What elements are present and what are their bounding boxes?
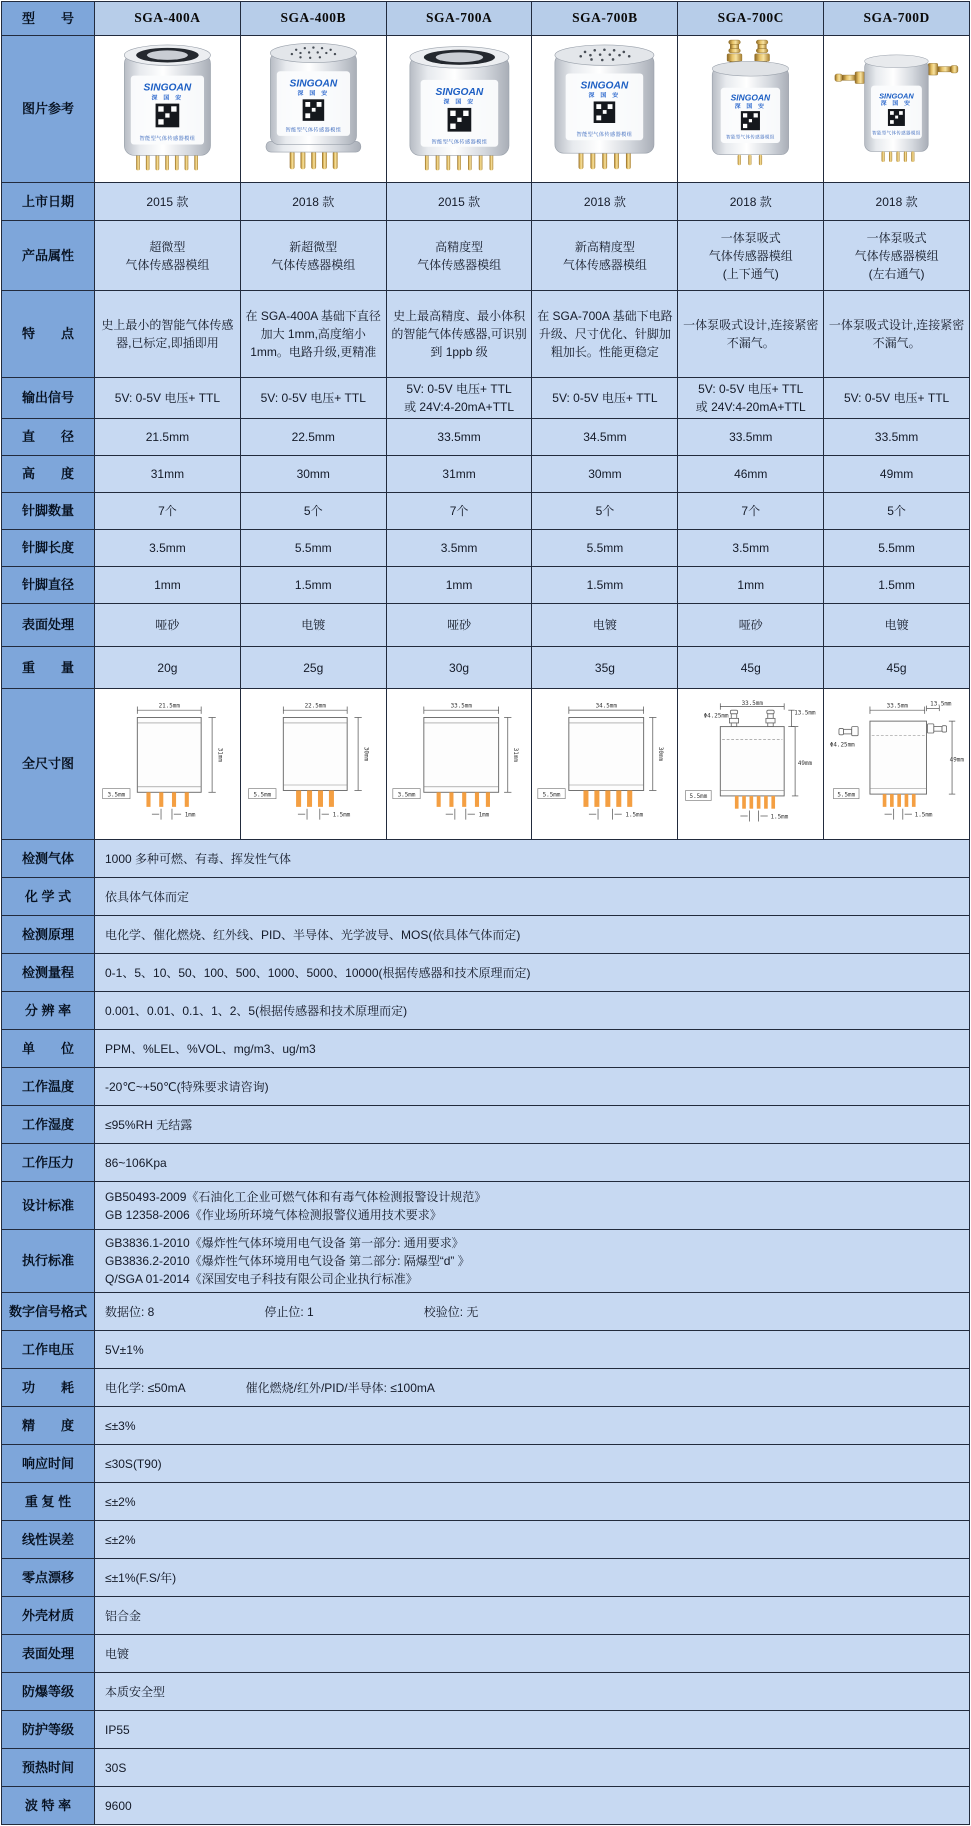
cell-attr: 一体泵吸式 气体传感器模组 (上下通气) <box>677 220 823 290</box>
cell-diameter: 33.5mm <box>823 418 969 455</box>
svg-text:33.5mm: 33.5mm <box>450 703 472 710</box>
cell-pin-count: 7个 <box>386 492 532 529</box>
cell-pin-diameter: 1mm <box>677 566 823 603</box>
svg-text:深 国 安: 深 国 安 <box>735 103 767 110</box>
product-photo-sga-400a <box>99 39 236 179</box>
cell-pin-diameter: 1.5mm <box>240 566 386 603</box>
size-diagram-sga-400b <box>245 691 382 837</box>
cell-date: 2018 款 <box>531 182 677 220</box>
svg-text:深 国 安: 深 国 安 <box>151 95 184 102</box>
row-model-header <box>2 2 969 35</box>
row-label-model: 型 号 <box>2 2 94 35</box>
svg-text:1mm: 1mm <box>184 812 196 819</box>
row-label-execution-standard: 执行标准 <box>2 1229 94 1292</box>
row-label-resolution: 分 辨 率 <box>2 991 94 1029</box>
value-detection-principle: 电化学、催化燃烧、红外线、PID、半导体、光学波导、MOS(依具体气体而定) <box>94 915 969 953</box>
svg-text:34.5mm: 34.5mm <box>596 703 618 710</box>
row-linearity-error <box>2 1520 969 1558</box>
cell-height: 31mm <box>94 455 240 492</box>
svg-text:深 国 安: 深 国 安 <box>589 93 621 100</box>
row-size-diagrams <box>2 688 969 839</box>
value-execution-standard: GB3836.1-2010《爆炸性气体环境用电气设备 第一部分: 通用要求》 GB3836.2-2010《爆炸性气体环境用电气设备 第二部分: 隔爆型“d” 》 Q/SGA 01-2014《深国安电子科技有限公司企业执行标准》 <box>94 1229 969 1292</box>
row-weight <box>2 646 969 688</box>
row-label-detection-range: 检测量程 <box>2 953 94 991</box>
cell-pin-length: 5.5mm <box>240 529 386 566</box>
svg-text:SINGOAN: SINGOAN <box>581 80 629 92</box>
cell-pin-length: 3.5mm <box>677 529 823 566</box>
power-electrochemical: 电化学: ≤50mA <box>105 1380 186 1395</box>
cell-diameter: 22.5mm <box>240 418 386 455</box>
row-label-design-standard: 设计标准 <box>2 1181 94 1229</box>
svg-text:深 国 安: 深 国 安 <box>880 100 913 107</box>
row-label-zero-drift: 零点漂移 <box>2 1558 94 1596</box>
row-repeatability <box>2 1482 969 1520</box>
cell-pin-diameter: 1.5mm <box>823 566 969 603</box>
product-photo-sga-700b <box>536 39 673 179</box>
row-pin-length <box>2 529 969 566</box>
cell-weight: 35g <box>531 646 677 688</box>
svg-text:31mm: 31mm <box>511 747 518 762</box>
row-label-height: 高 度 <box>2 455 94 492</box>
value-detected-gas: 1000 多种可燃、有毒、挥发性气体 <box>94 839 969 877</box>
value-power-consumption <box>94 1368 969 1406</box>
cell-attr: 一体泵吸式 气体传感器模组 (左右通气) <box>823 220 969 290</box>
row-explosion-proof-grade <box>2 1672 969 1710</box>
cell-signal: 5V: 0-5V 电压+ TTL <box>94 377 240 418</box>
svg-text:30mm: 30mm <box>362 746 369 762</box>
svg-text:13.5mm: 13.5mm <box>930 701 952 708</box>
row-label-unit: 单 位 <box>2 1029 94 1067</box>
row-photos <box>2 35 969 182</box>
row-label-size-diagrams: 全尺寸图 <box>2 688 94 839</box>
row-pin-diameter <box>2 566 969 603</box>
cell-model-sga-700d: SGA-700D <box>823 2 969 35</box>
value-unit: PPM、%LEL、%VOL、mg/m3、ug/m3 <box>94 1029 969 1067</box>
cell-weight: 45g <box>677 646 823 688</box>
cell-pin-count: 5个 <box>240 492 386 529</box>
row-product-attribute <box>2 220 969 290</box>
spec-sheet <box>0 1 971 1825</box>
product-photo-sga-700c <box>682 39 819 179</box>
row-resolution <box>2 991 969 1029</box>
cell-attr: 新高精度型 气体传感器模组 <box>531 220 677 290</box>
row-pin-count <box>2 492 969 529</box>
cell-height: 49mm <box>823 455 969 492</box>
product-photo-sga-700d <box>828 39 965 179</box>
cell-surface: 电镀 <box>531 603 677 646</box>
cell-height: 46mm <box>677 455 823 492</box>
row-label-baud-rate: 波 特 率 <box>2 1786 94 1824</box>
cell-model-sga-700a: SGA-700A <box>386 2 532 35</box>
svg-text:5.5mm: 5.5mm <box>253 792 272 799</box>
cell-feature: 在 SGA-700A 基础下电路升级、尺寸优化、针脚加粗加长。性能更稳定 <box>531 290 677 377</box>
value-protection-grade: IP55 <box>94 1710 969 1748</box>
cell-signal: 5V: 0-5V 电压+ TTL 或 24V:4-20mA+TTL <box>386 377 532 418</box>
cell-feature: 在 SGA-400A 基础下直径加大 1mm,高度缩小 1mm。电路升级,更精准 <box>240 290 386 377</box>
cell-pin-length: 5.5mm <box>823 529 969 566</box>
product-photo-sga-700a <box>391 39 528 179</box>
row-digital-signal-format <box>2 1292 969 1330</box>
svg-text:智能型气体传感器模组: 智能型气体传感器模组 <box>872 130 921 136</box>
row-protection-grade <box>2 1710 969 1748</box>
row-label-product-attribute: 产品属性 <box>2 220 94 290</box>
row-chemical-formula <box>2 877 969 915</box>
row-label-diameter: 直 径 <box>2 418 94 455</box>
row-accuracy <box>2 1406 969 1444</box>
row-detection-range <box>2 953 969 991</box>
row-zero-drift <box>2 1558 969 1596</box>
row-label-pin-diameter: 针脚直径 <box>2 566 94 603</box>
value-surface-treatment: 电镀 <box>94 1634 969 1672</box>
cell-attr: 超微型 气体传感器模组 <box>94 220 240 290</box>
cell-feature: 史上最高精度、最小体积的智能气体传感器,可识别到 1ppb 级 <box>386 290 532 377</box>
cell-pin-count: 7个 <box>94 492 240 529</box>
row-label-surface-treatment: 表面处理 <box>2 1634 94 1672</box>
cell-pin-diameter: 1mm <box>386 566 532 603</box>
svg-text:1.5mm: 1.5mm <box>914 812 933 819</box>
value-digital-signal-format <box>94 1292 969 1330</box>
value-design-standard: GB50493-2009《石油化工企业可燃气体和有毒气体检测报警设计规范》 GB 12358-2006《作业场所环境气体检测报警仪通用技术要求》 <box>94 1181 969 1229</box>
cell-weight: 20g <box>94 646 240 688</box>
svg-text:49mm: 49mm <box>949 757 965 764</box>
row-baud-rate <box>2 1786 969 1824</box>
cell-pin-length: 3.5mm <box>94 529 240 566</box>
row-working-pressure <box>2 1143 969 1181</box>
stop-bits: 停止位: 1 <box>264 1304 314 1319</box>
cell-diameter: 33.5mm <box>677 418 823 455</box>
cell-pin-count: 5个 <box>823 492 969 529</box>
cell-date: 2015 款 <box>386 182 532 220</box>
row-unit <box>2 1029 969 1067</box>
cell-pin-count: 7个 <box>677 492 823 529</box>
product-photo-sga-400b <box>245 39 382 179</box>
value-working-humidity: ≤95%RH 无结露 <box>94 1105 969 1143</box>
row-label-accuracy: 精 度 <box>2 1406 94 1444</box>
value-response-time: ≤30S(T90) <box>94 1444 969 1482</box>
row-detection-principle <box>2 915 969 953</box>
cell-date: 2018 款 <box>823 182 969 220</box>
row-execution-standard <box>2 1229 969 1292</box>
cell-diameter: 21.5mm <box>94 418 240 455</box>
svg-text:智能型气体传感器模组: 智能型气体传感器模组 <box>576 131 633 138</box>
size-diagram-sga-700d <box>828 691 965 837</box>
cell-feature: 一体泵吸式设计,连接紧密不漏气。 <box>823 290 969 377</box>
row-shell-material <box>2 1596 969 1634</box>
svg-text:13.5mm: 13.5mm <box>794 710 816 717</box>
row-label-launch-date: 上市日期 <box>2 182 94 220</box>
size-diagram-sga-700b <box>536 691 673 837</box>
svg-text:1.5mm: 1.5mm <box>332 812 351 819</box>
row-label-pin-count: 针脚数量 <box>2 492 94 529</box>
cell-pin-diameter: 1.5mm <box>531 566 677 603</box>
cell-diameter: 34.5mm <box>531 418 677 455</box>
row-label-detection-principle: 检测原理 <box>2 915 94 953</box>
svg-text:SINGOAN: SINGOAN <box>289 78 338 90</box>
svg-text:3.5mm: 3.5mm <box>107 792 126 799</box>
cell-surface: 哑砂 <box>677 603 823 646</box>
svg-text:30mm: 30mm <box>657 746 664 762</box>
row-label-response-time: 响应时间 <box>2 1444 94 1482</box>
svg-text:智能型气体传感器模组: 智能型气体传感器模组 <box>726 134 776 140</box>
brand-text: SINGOAN <box>143 82 192 94</box>
cell-signal: 5V: 0-5V 电压+ TTL <box>823 377 969 418</box>
svg-text:Φ4.25mm: Φ4.25mm <box>703 713 729 720</box>
svg-text:智能型气体传感器模组: 智能型气体传感器模组 <box>285 127 342 134</box>
cell-date: 2018 款 <box>240 182 386 220</box>
svg-text:SINGOAN: SINGOAN <box>879 91 914 101</box>
cell-pin-length: 5.5mm <box>531 529 677 566</box>
size-diagram-sga-400a <box>99 691 236 837</box>
cell-model-sga-400a: SGA-400A <box>94 2 240 35</box>
svg-text:3.5mm: 3.5mm <box>397 792 416 799</box>
value-shell-material: 铝合金 <box>94 1596 969 1634</box>
data-bits: 数据位: 8 <box>105 1304 155 1319</box>
row-label-power-consumption: 功 耗 <box>2 1368 94 1406</box>
cell-attr: 高精度型 气体传感器模组 <box>386 220 532 290</box>
svg-text:5.5mm: 5.5mm <box>543 792 561 799</box>
svg-text:49mm: 49mm <box>798 760 813 767</box>
cell-weight: 25g <box>240 646 386 688</box>
row-design-standard <box>2 1181 969 1229</box>
value-zero-drift: ≤±1%(F.S/年) <box>94 1558 969 1596</box>
row-surface-finish <box>2 603 969 646</box>
svg-text:33.5mm: 33.5mm <box>741 701 764 708</box>
cell-feature: 史上最小的智能气体传感器,已标定,即插即用 <box>94 290 240 377</box>
svg-text:深 国 安: 深 国 安 <box>443 99 475 106</box>
row-launch-date <box>2 182 969 220</box>
value-detection-range: 0-1、5、10、50、100、500、1000、5000、10000(根据传感器和技术原理而定) <box>94 953 969 991</box>
row-preheat-time <box>2 1748 969 1786</box>
row-label-working-voltage: 工作电压 <box>2 1330 94 1368</box>
svg-text:深 国 安: 深 国 安 <box>297 91 330 97</box>
spec-table <box>1 1 970 1825</box>
row-label-working-pressure: 工作压力 <box>2 1143 94 1181</box>
row-label-explosion-proof-grade: 防爆等级 <box>2 1672 94 1710</box>
cell-feature: 一体泵吸式设计,连接紧密不漏气。 <box>677 290 823 377</box>
svg-text:5.5mm: 5.5mm <box>837 792 856 799</box>
svg-text:33.5mm: 33.5mm <box>886 703 909 710</box>
parity: 校验位: 无 <box>423 1304 479 1319</box>
row-height <box>2 455 969 492</box>
cell-height: 31mm <box>386 455 532 492</box>
row-response-time <box>2 1444 969 1482</box>
svg-text:SINGOAN: SINGOAN <box>435 87 483 98</box>
row-label-linearity-error: 线性误差 <box>2 1520 94 1558</box>
value-working-pressure: 86~106Kpa <box>94 1143 969 1181</box>
cell-model-sga-700c: SGA-700C <box>677 2 823 35</box>
value-linearity-error: ≤±2% <box>94 1520 969 1558</box>
svg-text:21.5mm: 21.5mm <box>158 703 180 710</box>
value-repeatability: ≤±2% <box>94 1482 969 1520</box>
svg-text:智能型气体传感器模组: 智能型气体传感器模组 <box>139 136 196 143</box>
cell-weight: 45g <box>823 646 969 688</box>
row-label-surface-finish: 表面处理 <box>2 603 94 646</box>
cell-surface: 哑砂 <box>386 603 532 646</box>
value-resolution: 0.001、0.01、0.1、1、2、5(根据传感器和技术原理而定) <box>94 991 969 1029</box>
cell-pin-length: 3.5mm <box>386 529 532 566</box>
value-chemical-formula: 依具体气体而定 <box>94 877 969 915</box>
value-working-voltage: 5V±1% <box>94 1330 969 1368</box>
svg-text:31mm: 31mm <box>216 747 223 762</box>
size-diagram-sga-700c <box>682 691 819 837</box>
size-diagram-sga-700a <box>391 691 528 837</box>
row-label-features: 特 点 <box>2 290 94 377</box>
row-label-shell-material: 外壳材质 <box>2 1596 94 1634</box>
row-label-working-humidity: 工作湿度 <box>2 1105 94 1143</box>
cell-date: 2015 款 <box>94 182 240 220</box>
value-accuracy: ≤±3% <box>94 1406 969 1444</box>
svg-text:5.5mm: 5.5mm <box>689 794 708 801</box>
row-label-digital-signal-format: 数字信号格式 <box>2 1292 94 1330</box>
row-power-consumption <box>2 1368 969 1406</box>
svg-text:智能型气体传感器模组: 智能型气体传感器模组 <box>431 139 488 146</box>
row-label-protection-grade: 防护等级 <box>2 1710 94 1748</box>
cell-surface: 哑砂 <box>94 603 240 646</box>
cell-signal: 5V: 0-5V 电压+ TTL 或 24V:4-20mA+TTL <box>677 377 823 418</box>
cell-weight: 30g <box>386 646 532 688</box>
row-working-humidity <box>2 1105 969 1143</box>
row-label-output-signal: 输出信号 <box>2 377 94 418</box>
cell-date: 2018 款 <box>677 182 823 220</box>
row-label-preheat-time: 预热时间 <box>2 1748 94 1786</box>
cell-diameter: 33.5mm <box>386 418 532 455</box>
row-label-detected-gas: 检测气体 <box>2 839 94 877</box>
svg-text:1mm: 1mm <box>478 812 489 819</box>
row-label-photos: 图片参考 <box>2 35 94 182</box>
cell-pin-diameter: 1mm <box>94 566 240 603</box>
value-preheat-time: 30S <box>94 1748 969 1786</box>
cell-surface: 电镀 <box>240 603 386 646</box>
svg-text:Φ4.25mm: Φ4.25mm <box>829 742 855 749</box>
row-features <box>2 290 969 377</box>
row-surface-treatment <box>2 1634 969 1672</box>
svg-text:1.5mm: 1.5mm <box>625 812 644 819</box>
row-label-weight: 重 量 <box>2 646 94 688</box>
row-label-pin-length: 针脚长度 <box>2 529 94 566</box>
row-working-temperature <box>2 1067 969 1105</box>
row-output-signal <box>2 377 969 418</box>
cell-attr: 新超微型 气体传感器模组 <box>240 220 386 290</box>
cell-model-sga-400b: SGA-400B <box>240 2 386 35</box>
row-working-voltage <box>2 1330 969 1368</box>
svg-text:22.5mm: 22.5mm <box>304 703 326 710</box>
row-label-chemical-formula: 化 学 式 <box>2 877 94 915</box>
row-detected-gas <box>2 839 969 877</box>
row-diameter <box>2 418 969 455</box>
svg-text:SINGOAN: SINGOAN <box>730 92 771 103</box>
value-baud-rate: 9600 <box>94 1786 969 1824</box>
cell-surface: 电镀 <box>823 603 969 646</box>
cell-pin-count: 5个 <box>531 492 677 529</box>
cell-signal: 5V: 0-5V 电压+ TTL <box>531 377 677 418</box>
svg-text:1.5mm: 1.5mm <box>770 814 789 821</box>
row-label-repeatability: 重 复 性 <box>2 1482 94 1520</box>
power-others: 催化燃烧/红外/PID/半导体: ≤100mA <box>245 1380 435 1395</box>
value-working-temperature: -20℃~+50℃(特殊要求请咨询) <box>94 1067 969 1105</box>
cell-height: 30mm <box>531 455 677 492</box>
cell-height: 30mm <box>240 455 386 492</box>
cell-model-sga-700b: SGA-700B <box>531 2 677 35</box>
value-explosion-proof-grade: 本质安全型 <box>94 1672 969 1710</box>
cell-signal: 5V: 0-5V 电压+ TTL <box>240 377 386 418</box>
row-label-working-temperature: 工作温度 <box>2 1067 94 1105</box>
